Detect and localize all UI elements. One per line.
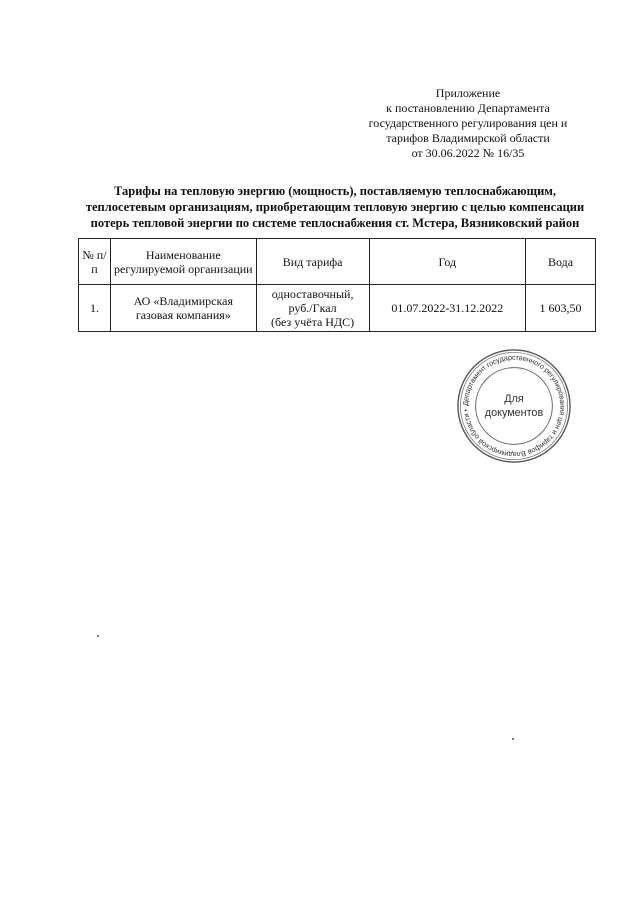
cell-org: АО «Владимирская газовая компания» bbox=[110, 285, 256, 332]
table-row bbox=[79, 285, 596, 332]
table-header-row bbox=[79, 239, 596, 285]
appendix-line-5: от 30.06.2022 № 16/35 bbox=[411, 146, 525, 160]
cell-tariff-type bbox=[256, 285, 369, 332]
appendix-line-4: тарифов Владимирской области bbox=[386, 131, 550, 145]
appendix-line-2: к постановлению Департамента bbox=[386, 101, 550, 115]
document-title bbox=[70, 183, 600, 231]
scan-speck bbox=[512, 738, 514, 740]
cell-num: 1. bbox=[79, 285, 111, 332]
appendix-line-3: государственного регулирования цен и bbox=[368, 116, 568, 130]
cell-year: 01.07.2022-31.12.2022 bbox=[369, 285, 526, 332]
title-line-2: теплосетевым организациям, приобретающим тепловую энергию с целью компенсации bbox=[85, 200, 585, 214]
header-tariff-type: Вид тарифа bbox=[256, 239, 369, 285]
title-line-1: Тарифы на тепловую энергию (мощность), поставляемую теплоснабжающим, bbox=[113, 184, 557, 198]
tariff-type-line-3: (без учёта НДС) bbox=[271, 315, 355, 329]
header-water: Вода bbox=[526, 239, 596, 285]
stamp-seal bbox=[455, 347, 573, 465]
seal-center-line-1: Для bbox=[504, 393, 524, 406]
scan-speck bbox=[97, 635, 99, 637]
tariff-table bbox=[78, 238, 596, 332]
seal-ring-text: Департамент государственного регулирования цен и тарифов Владимирской области • bbox=[460, 352, 568, 460]
tariff-type-line-2: руб./Гкал bbox=[288, 301, 337, 315]
header-num: № п/п bbox=[79, 239, 111, 285]
tariff-type-line-1: одноставочный, bbox=[271, 287, 354, 301]
appendix-line-1: Приложение bbox=[435, 86, 501, 100]
cell-water: 1 603,50 bbox=[526, 285, 596, 332]
title-line-3: потерь тепловой энергии по системе теплоснабжения ст. Мстера, Вязниковский район bbox=[90, 216, 580, 230]
seal-center-line-2: документов bbox=[484, 406, 544, 419]
header-year: Год bbox=[369, 239, 526, 285]
header-org: Наименование регулируемой организации bbox=[110, 239, 256, 285]
appendix-block bbox=[348, 86, 588, 161]
